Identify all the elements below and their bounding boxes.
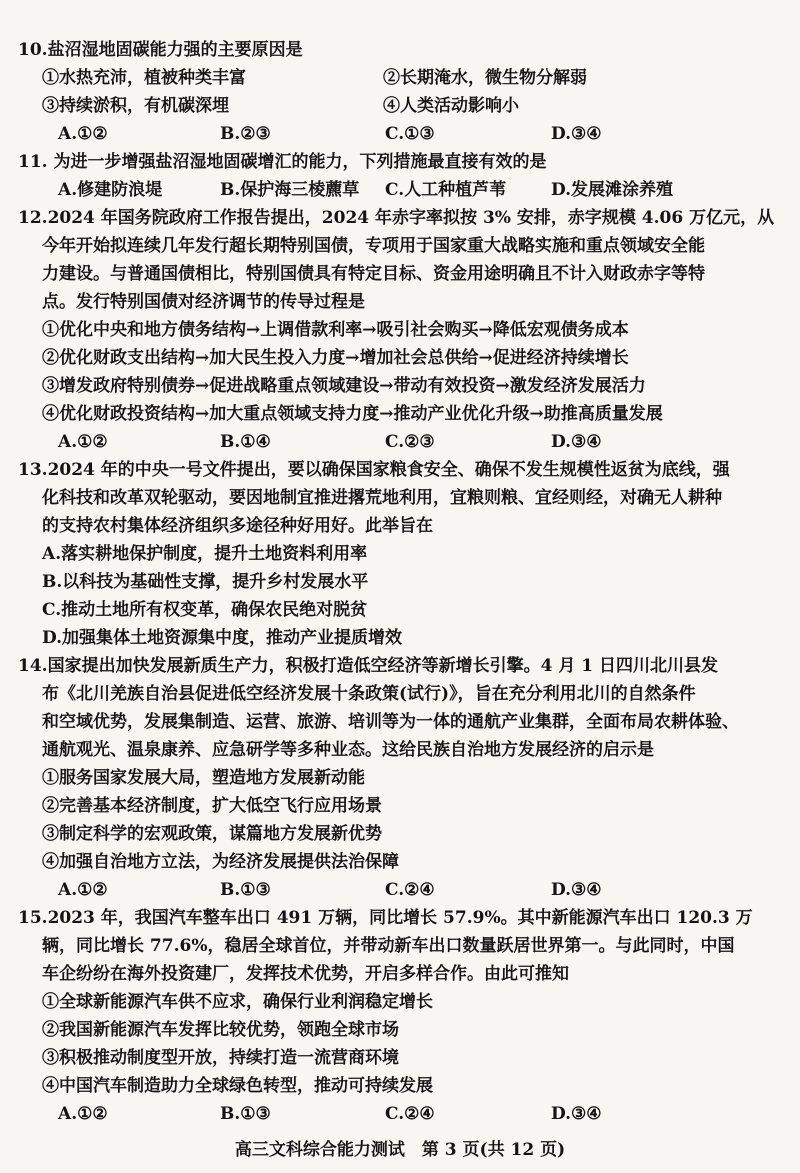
q14-stem-line: 通航观光、温泉康养、应急研学等多种业态。这给民族自治地方发展经济的启示是 (42, 740, 654, 760)
q13-stem-line: 化科技和改革双轮驱动，要因地制宜推进撂荒地利用，宜粮则粮、宜经则经，对确无人耕种 (42, 488, 722, 508)
q14-item: ①服务国家发展大局，塑造地方发展新动能 (42, 768, 365, 788)
q10-item: ②长期淹水，微生物分解弱 (383, 68, 587, 88)
q14-item: ④加强自治地方立法，为经济发展提供法治保障 (42, 852, 399, 872)
q15-choice-a: A.①② (58, 1104, 108, 1124)
q11-stem: 11. 为进一步增强盐沼湿地固碳增汇的能力，下列措施最直接有效的是 (18, 152, 547, 172)
q15-item: ②我国新能源汽车发挥比较优势，领跑全球市场 (42, 1020, 399, 1040)
q12-item: ①优化中央和地方债务结构→上调借款利率→吸引社会购买→降低宏观债务成本 (42, 320, 629, 340)
q10-choice-b: B.②③ (220, 124, 271, 144)
q14-item: ②完善基本经济制度，扩大低空飞行应用场景 (42, 796, 382, 816)
q12-item: ③增发政府特别债券→促进战略重点领域建设→带动有效投资→激发经济发展活力 (42, 376, 646, 396)
q13-choice-a: A.落实耕地保护制度，提升土地资料利用率 (42, 544, 368, 564)
q10-item: ①水热充沛，植被种类丰富 (42, 68, 246, 88)
page-footer: 高三文科综合能力测试 第 3 页(共 12 页) (234, 1140, 566, 1160)
q10-choice-a: A.①② (58, 124, 108, 144)
q13-choice-c: C.推动土地所有权变革，确保农民绝对脱贫 (42, 600, 368, 620)
q15-choice-d: D.③④ (551, 1104, 602, 1124)
q13-stem-line: 的支持农村集体经济组织多途径种好用好。此举旨在 (42, 516, 433, 536)
q12-choice-c: C.②③ (385, 432, 435, 452)
q10-choice-d: D.③④ (551, 124, 602, 144)
q14-stem-line: 布《北川羌族自治县促进低空经济发展十条政策(试行)》，旨在充分利用北川的自然条件 (42, 684, 696, 704)
q12-stem-line: 点。发行特别国债对经济调节的传导过程是 (42, 292, 365, 312)
q12-stem-line: 12.2024 年国务院政府工作报告提出，2024 年赤字率拟按 3% 安排，赤字规模 4.06 万亿元，从 (18, 208, 775, 228)
q14-choice-c: C.②④ (385, 880, 435, 900)
q14-choice-b: B.①③ (220, 880, 271, 900)
q11-choice-b: B.保护海三棱藨草 (220, 180, 360, 200)
q11-choice-a: A.修建防浪堤 (58, 180, 163, 200)
q14-item: ③制定科学的宏观政策，谋篇地方发展新优势 (42, 824, 382, 844)
q12-item: ②优化财政支出结构→加大民生投入力度→增加社会总供给→促进经济持续增长 (42, 348, 629, 368)
q15-item: ④中国汽车制造助力全球绿色转型，推动可持续发展 (42, 1076, 433, 1096)
q15-item: ①全球新能源汽车供不应求，确保行业利润稳定增长 (42, 992, 433, 1012)
q15-item: ③积极推动制度型开放，持续打造一流营商环境 (42, 1048, 399, 1068)
q15-choice-b: B.①③ (220, 1104, 271, 1124)
q10-stem: 10.盐沼湿地固碳能力强的主要原因是 (18, 40, 303, 60)
q10-item: ④人类活动影响小 (383, 96, 519, 116)
q10-item: ③持续淤积，有机碳深埋 (42, 96, 229, 116)
q12-item: ④优化财政投资结构→加大重点领域支持力度→推动产业优化升级→助推高质量发展 (42, 404, 663, 424)
q13-choice-b: B.以科技为基础性支撑，提升乡村发展水平 (42, 572, 369, 592)
q13-stem-line: 13.2024 年的中央一号文件提出，要以确保国家粮食安全、确保不发生规模性返贫为底线，强 (18, 460, 730, 480)
q12-choice-b: B.①④ (220, 432, 271, 452)
q14-stem-line: 14.国家提出加快发展新质生产力，积极打造低空经济等新增长引擎。4 月 1 日四川北川县发 (18, 656, 718, 676)
q11-choice-d: D.发展滩涂养殖 (551, 180, 674, 200)
q14-stem-line: 和空域优势，发展集制造、运营、旅游、培训等为一体的通航产业集群，全面布局农耕体验、 (42, 712, 739, 732)
q15-stem-line: 15.2023 年，我国汽车整车出口 491 万辆，同比增长 57.9%。其中新能源汽车出口 120.3 万 (18, 908, 753, 928)
q14-choice-d: D.③④ (551, 880, 602, 900)
q12-choice-d: D.③④ (551, 432, 602, 452)
q15-choice-c: C.②④ (385, 1104, 435, 1124)
q12-choice-a: A.①② (58, 432, 108, 452)
q15-stem-line: 车企纷纷在海外投资建厂，发挥技术优势，开启多样合作。由此可推知 (42, 964, 569, 984)
q15-stem-line: 辆，同比增长 77.6%，稳居全球首位，并带动新车出口数量跃居世界第一。与此同时，中国 (42, 936, 735, 956)
q12-stem-line: 今年开始拟连续几年发行超长期特别国债，专项用于国家重大战略实施和重点领域安全能 (42, 236, 705, 256)
q14-choice-a: A.①② (58, 880, 108, 900)
q12-stem-line: 力建设。与普通国债相比，特别国债具有特定目标、资金用途明确且不计入财政赤字等特 (42, 264, 705, 284)
q13-choice-d: D.加强集体土地资源集中度，推动产业提质增效 (42, 628, 403, 648)
q11-choice-c: C.人工种植芦苇 (385, 180, 507, 200)
q10-choice-c: C.①③ (385, 124, 435, 144)
